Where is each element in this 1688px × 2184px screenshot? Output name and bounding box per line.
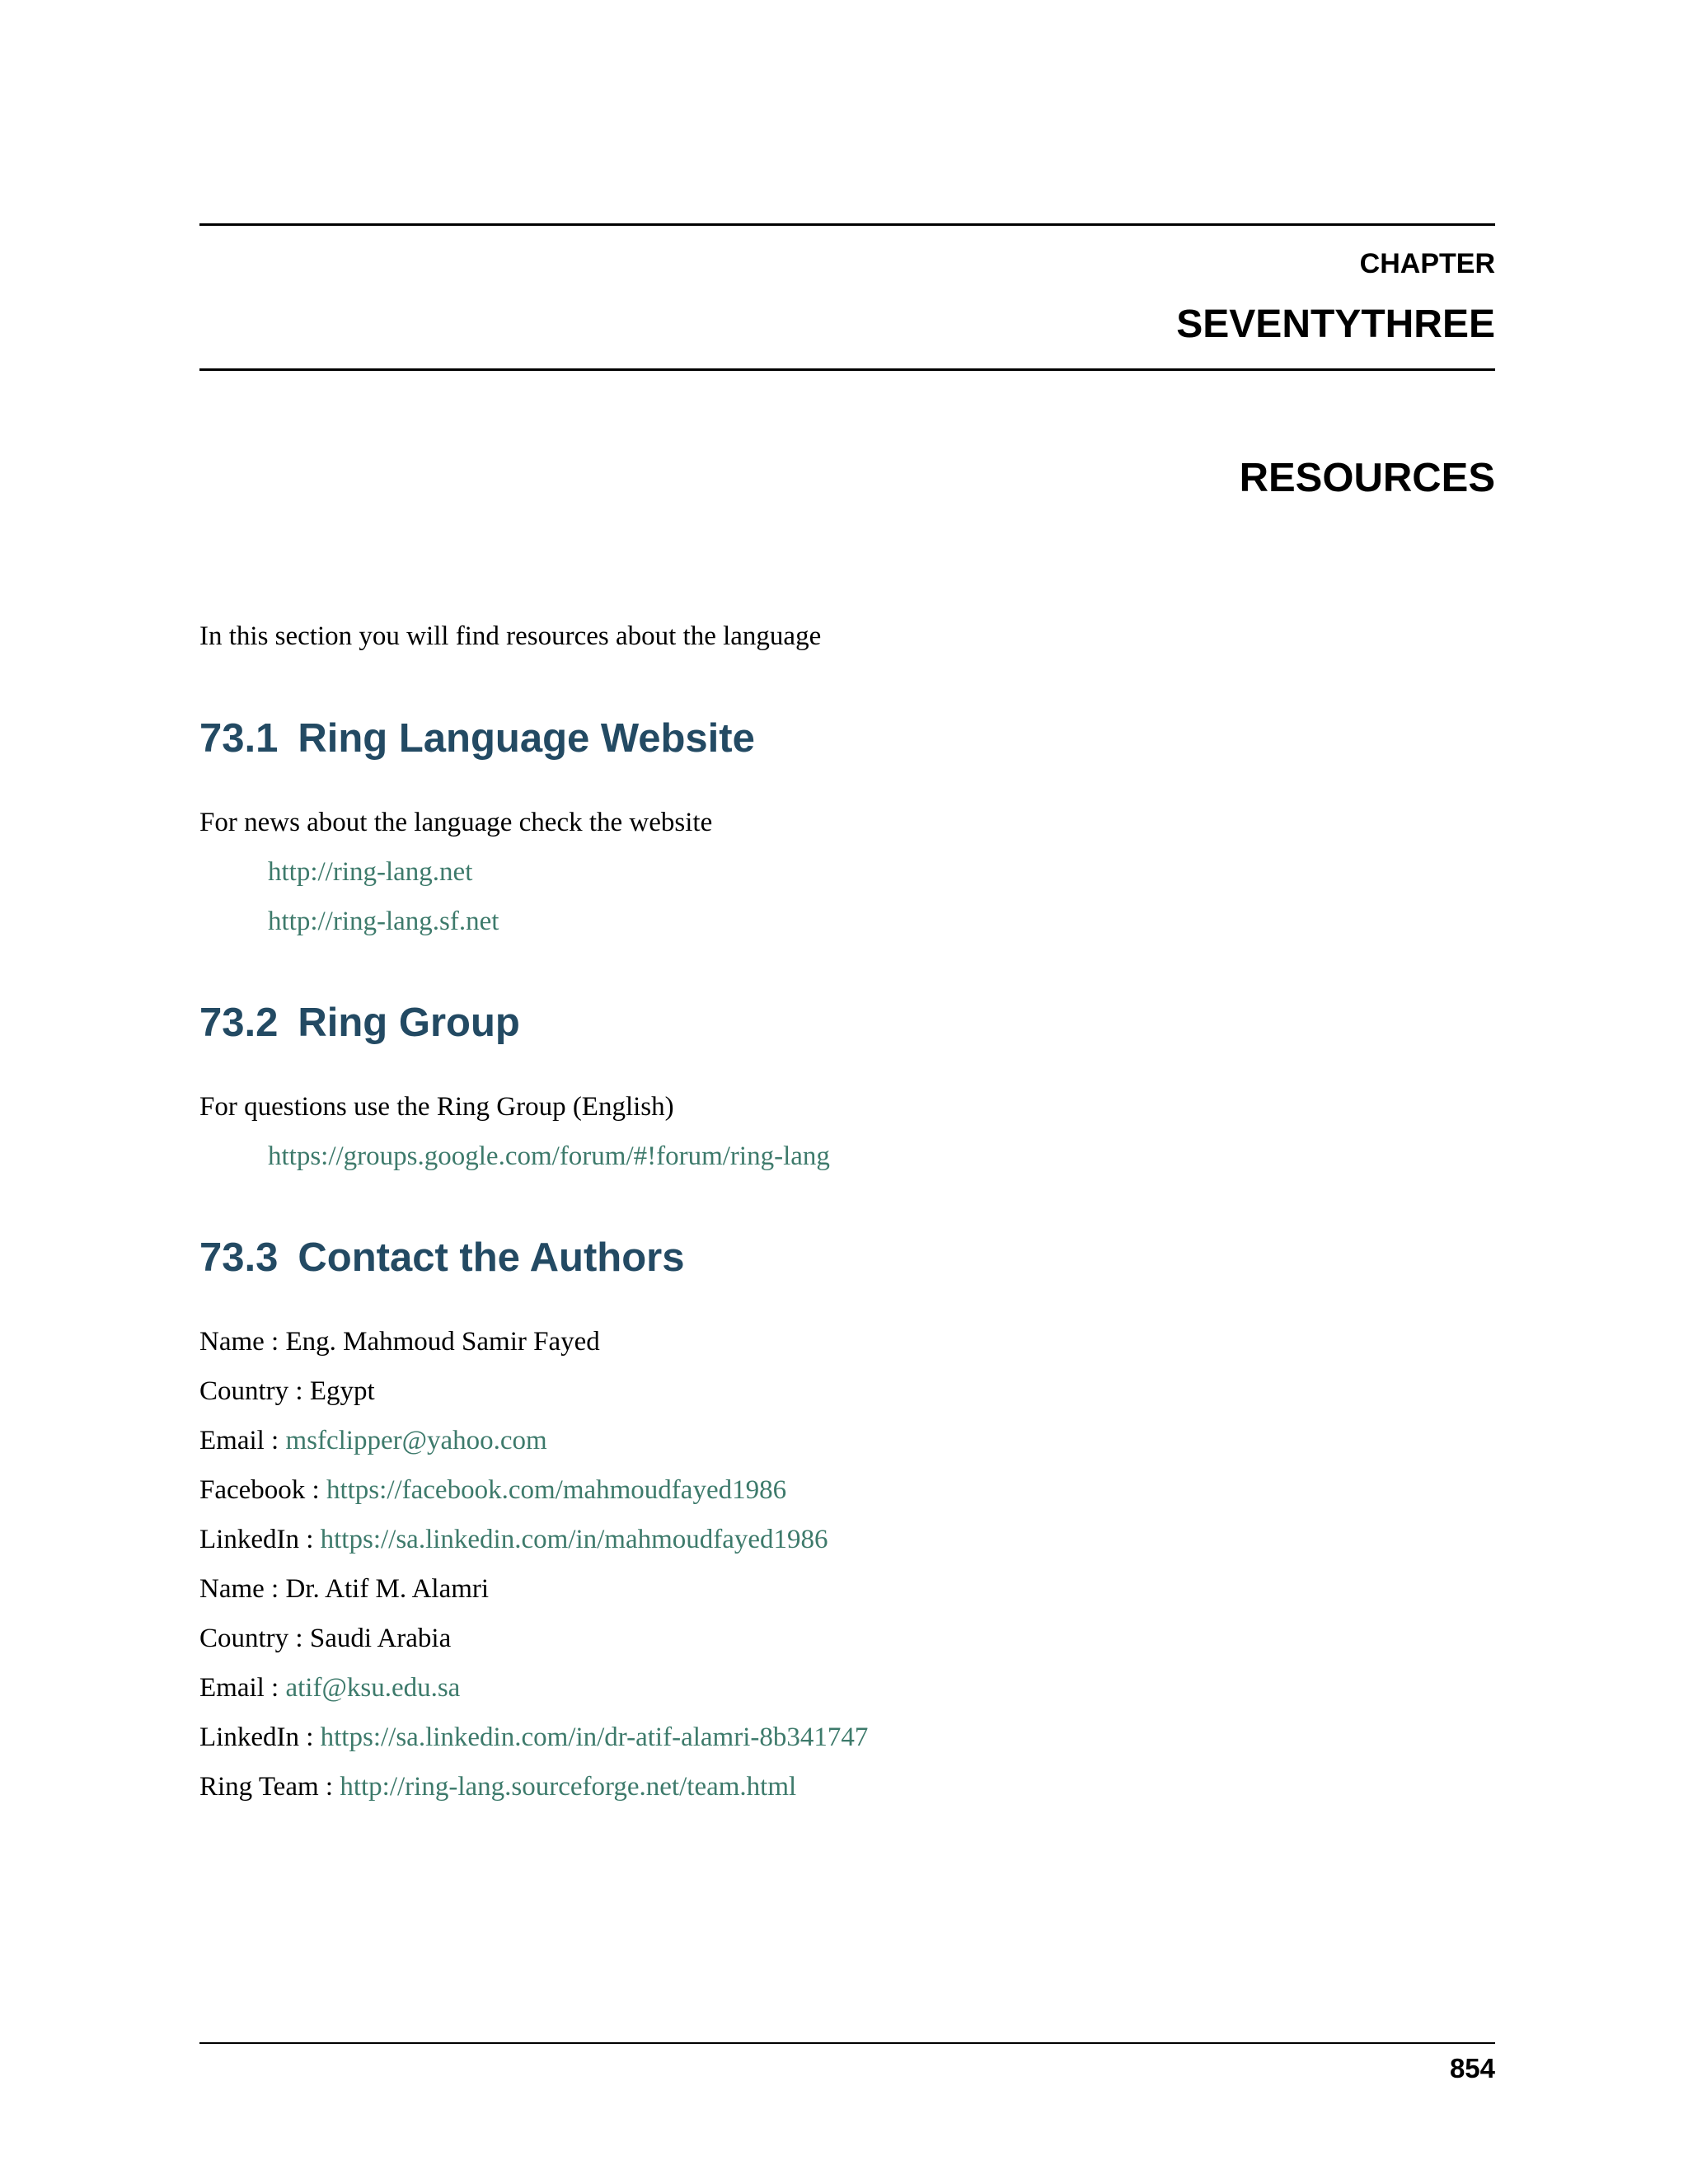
contact-line <box>199 1324 600 1359</box>
contact-label: Email : <box>199 1426 286 1455</box>
contact-line <box>199 1720 868 1755</box>
section-title: Contact the Authors <box>298 1235 685 1280</box>
contact-value: Eng. Mahmoud Samir Fayed <box>285 1327 600 1357</box>
contact-line <box>199 1522 828 1557</box>
contact-line <box>199 1374 375 1408</box>
website-paragraph: For news about the language check the website <box>199 808 713 837</box>
chapter-title: RESOURCES <box>1239 456 1495 500</box>
intro-paragraph: In this section you will find resources about the language <box>199 621 822 651</box>
website-link-primary[interactable]: http://ring-lang.net <box>268 857 473 887</box>
contact-label: Country : <box>199 1376 310 1406</box>
contact-line <box>199 1769 796 1804</box>
contact-value: Egypt <box>309 1376 375 1406</box>
contact-label: Email : <box>199 1673 286 1703</box>
ring-team-link[interactable]: http://ring-lang.sourceforge.net/team.html <box>340 1772 797 1802</box>
contact-line <box>199 1423 547 1458</box>
chapter-number: SEVENTYTHREE <box>1176 302 1495 346</box>
contact-line <box>199 1473 786 1507</box>
page-number: 854 <box>1449 2053 1495 2083</box>
section-heading-group <box>199 998 520 1047</box>
facebook-link[interactable]: https://facebook.com/mahmoudfayed1986 <box>326 1475 787 1505</box>
contact-line <box>199 1572 489 1606</box>
section-number: 73.1 <box>199 716 279 761</box>
contact-label: Ring Team : <box>199 1772 340 1802</box>
section-heading-authors <box>199 1233 685 1282</box>
contact-value: Saudi Arabia <box>309 1624 452 1653</box>
section-title: Ring Language Website <box>298 716 755 761</box>
footer-rule <box>199 2042 1495 2044</box>
contact-value: Dr. Atif M. Alamri <box>285 1574 490 1604</box>
contact-line <box>199 1621 451 1656</box>
chapter-bottom-rule <box>199 368 1495 371</box>
section-number: 73.3 <box>199 1235 279 1280</box>
section-title: Ring Group <box>298 1001 520 1045</box>
contact-label: LinkedIn : <box>199 1525 321 1554</box>
chapter-top-rule <box>199 223 1495 226</box>
group-paragraph: For questions use the Ring Group (English) <box>199 1092 674 1122</box>
email-link[interactable]: atif@ksu.edu.sa <box>285 1673 461 1703</box>
contact-label: Facebook : <box>199 1475 326 1505</box>
contact-label: Name : <box>199 1574 286 1604</box>
linkedin-link[interactable]: https://sa.linkedin.com/in/dr-atif-alamri-8b341747 <box>320 1722 869 1752</box>
contact-label: Name : <box>199 1327 286 1357</box>
group-link[interactable]: https://groups.google.com/forum/#!forum/ring-lang <box>268 1141 830 1171</box>
section-heading-website <box>199 714 755 763</box>
linkedin-link[interactable]: https://sa.linkedin.com/in/mahmoudfayed1986 <box>320 1525 828 1554</box>
email-link[interactable]: msfclipper@yahoo.com <box>285 1426 547 1455</box>
contact-label: LinkedIn : <box>199 1722 321 1752</box>
chapter-label: CHAPTER <box>1359 248 1495 279</box>
section-number: 73.2 <box>199 1001 279 1045</box>
contact-line <box>199 1671 460 1705</box>
website-link-sourceforge[interactable]: http://ring-lang.sf.net <box>268 907 499 936</box>
contact-label: Country : <box>199 1624 310 1653</box>
